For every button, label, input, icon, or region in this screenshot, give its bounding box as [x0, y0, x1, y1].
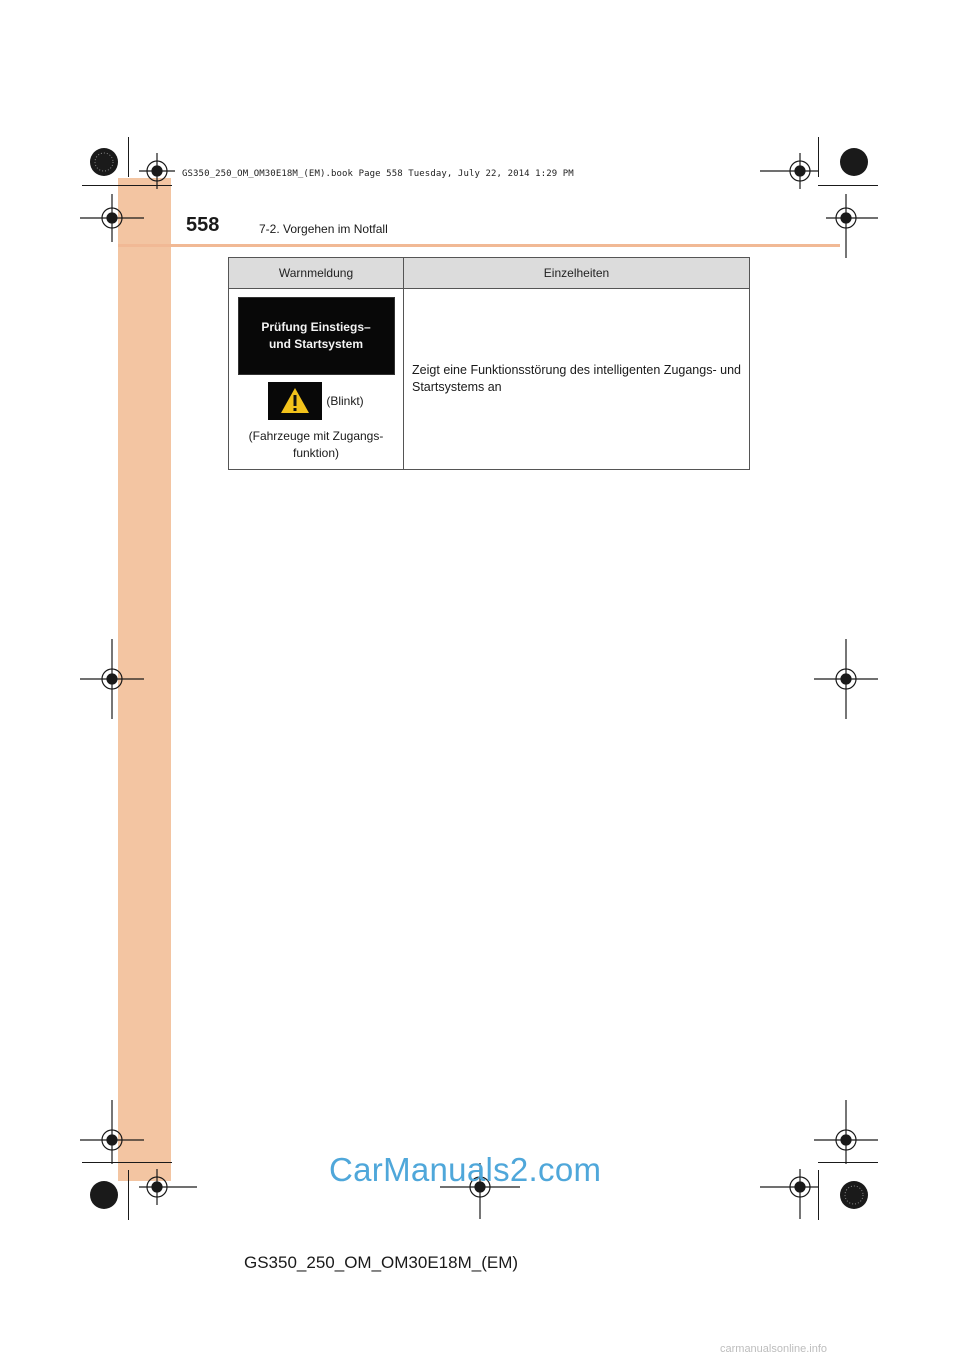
header-rule — [118, 244, 840, 247]
section-title: 7-2. Vorgehen im Notfall — [259, 222, 388, 236]
book-stamp: GS350_250_OM_OM30E18M_(EM).book Page 558 Tuesday, July 22, 2014 1:29 PM — [182, 169, 574, 179]
column-header-warning: Warnmeldung — [229, 258, 404, 289]
details-cell — [404, 289, 750, 470]
watermark: CarManuals2.com — [329, 1151, 602, 1188]
multi-info-display-message: Prüfung Einstiegs– und Startsystem — [238, 297, 395, 375]
warning-icon-row — [229, 382, 403, 420]
table-row — [229, 289, 750, 470]
document-code: GS350_250_OM_OM30E18M_(EM) — [244, 1253, 519, 1272]
warning-cell — [229, 289, 404, 470]
blink-label: (Blinkt) — [326, 393, 364, 408]
vehicle-note: (Fahrzeuge mit Zugangs- funktion) — [248, 428, 384, 460]
source-watermark: carmanualsonline.info — [720, 1343, 828, 1355]
page-number: 558 — [186, 214, 220, 236]
warning-table — [228, 257, 750, 470]
details-text: Zeigt eine Funktionsstörung des intelligenten Zugangs- und Startsystems an — [412, 363, 741, 394]
warning-light — [268, 382, 322, 420]
table-header-row — [229, 258, 750, 289]
column-header-details: Einzelheiten — [404, 258, 750, 289]
warning-triangle-icon — [280, 387, 310, 414]
